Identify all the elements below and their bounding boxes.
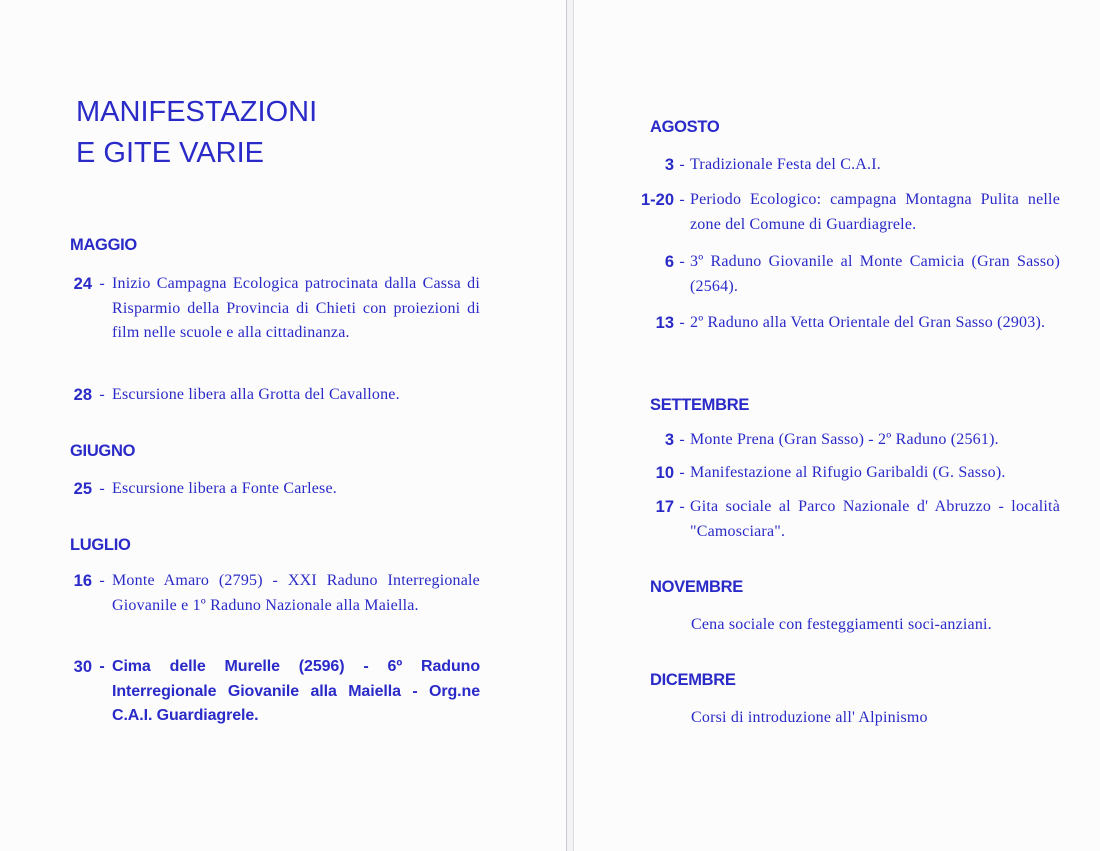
event-day: 6 (664, 253, 674, 271)
event-text: Escursione libera alla Grotta del Cavallone. (112, 386, 400, 403)
month-heading-settembre: SETTEMBRE (650, 396, 750, 414)
month-heading-dicembre: DICEMBRE (650, 671, 736, 689)
event-day: 1-20 (640, 191, 674, 209)
event-separator: - (99, 658, 105, 675)
month-heading-novembre: NOVEMBRE (650, 578, 743, 596)
event-text: Periodo Ecologico: campagna Montagna Pulita nelle zone del Comune di Guardiagrele. (690, 191, 1060, 233)
event-separator: - (679, 156, 685, 173)
month-heading-luglio: LUGLIO (70, 536, 131, 554)
event-text: Manifestazione al Rifugio Garibaldi (G. Sasso). (690, 464, 1006, 481)
event-entry (636, 250, 1060, 299)
right-page (572, 0, 1100, 851)
event-day: 13 (655, 314, 674, 332)
event-text: Tradizionale Festa del C.A.I. (690, 156, 881, 173)
event-separator: - (99, 275, 105, 292)
event-text: Cena sociale con festeggiamenti soci-anziani. (691, 616, 992, 633)
page-title (76, 92, 317, 174)
event-entry (64, 655, 480, 729)
month-heading-agosto: AGOSTO (650, 118, 720, 136)
title-line-1: MANIFESTAZIONI (76, 96, 318, 128)
event-separator: - (679, 191, 685, 208)
event-entry (636, 188, 1060, 237)
event-entry (636, 153, 1060, 178)
event-separator: - (679, 253, 685, 270)
event-day: 3 (664, 431, 674, 449)
event-day: 10 (655, 464, 674, 482)
month-heading-giugno: GIUGNO (70, 442, 136, 460)
event-text: Inizio Campagna Ecologica patrocinata dalla Cassa di Risparmio della Provincia di Chieti con proiezioni di film nelle scuole e alla cittadinanza. (112, 275, 480, 341)
event-text: Cima delle Murelle (2596) - 6º Raduno Interregionale Giovanile alla Maiella - Org.ne C.A.I. Guardiagrele. (112, 658, 480, 724)
event-day: 17 (655, 498, 674, 516)
event-day: 30 (73, 658, 92, 676)
event-separator: - (679, 314, 685, 331)
event-separator: - (679, 498, 685, 515)
event-text: Escursione libera a Fonte Carlese. (112, 480, 337, 497)
event-separator: - (99, 386, 105, 403)
event-entry (64, 477, 480, 502)
event-text: 3º Raduno Giovanile al Monte Camicia (Gran Sasso) (2564). (690, 253, 1060, 295)
title-line-2: E GITE VARIE (76, 137, 265, 169)
event-day: 28 (73, 386, 92, 404)
event-day: 16 (73, 572, 92, 590)
event-text: 2º Raduno alla Vetta Orientale del Gran Sasso (2903). (690, 314, 1046, 331)
event-text: Monte Amaro (2795) - XXI Raduno Interregionale Giovanile e 1º Raduno Nazionale alla Maiella. (112, 572, 480, 614)
event-text: Gita sociale al Parco Nazionale d' Abruzzo - località "Camosciara". (690, 498, 1060, 540)
event-entry (636, 428, 1060, 453)
event-separator: - (679, 431, 685, 448)
event-day: 25 (73, 480, 92, 498)
event-day: 3 (664, 156, 674, 174)
event-entry (636, 461, 1060, 486)
event-separator: - (99, 480, 105, 497)
event-separator: - (679, 464, 685, 481)
event-text: Monte Prena (Gran Sasso) - 2º Raduno (2561). (690, 431, 999, 448)
event-entry (64, 272, 480, 346)
event-entry (64, 383, 480, 408)
event-entry (636, 311, 1060, 336)
event-entry (636, 495, 1060, 544)
event-separator: - (99, 572, 105, 589)
event-text: Corsi di introduzione all' Alpinismo (691, 709, 928, 726)
event-entry (64, 569, 480, 618)
month-heading-maggio: MAGGIO (70, 236, 137, 254)
event-day: 24 (73, 275, 92, 293)
